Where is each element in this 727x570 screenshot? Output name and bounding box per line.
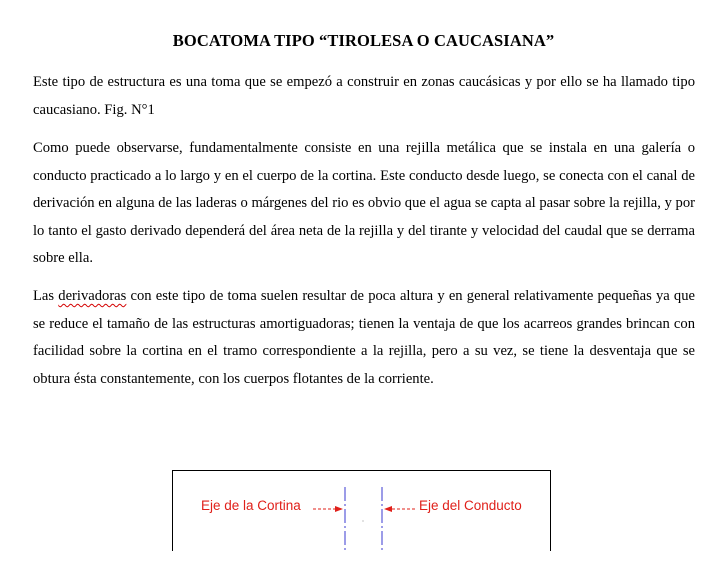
paragraph-advantages-rest: con este tipo de toma suelen resultar de poca altura y en general relativamente pequeñas ya que se reduce el tamaño de las estructuras amortiguadoras; tienen la ventaja de que los acarreos grandes brincan con facilidad sobre la cortina en el tramo correspondiente a la rejilla, pero a su vez, se tiene la desventaja que se obtura ésta constantemente, con los cuerpos flotantes de la corriente. [33,288,695,387]
document-title: BOCATOMA TIPO “TIROLESA O CAUCASIANA” [172,31,555,50]
figure-diagram [172,470,551,551]
label-eje-conducto: Eje del Conducto [419,498,522,513]
paragraph-advantages-lead: Las [33,288,59,304]
center-mark [362,520,363,521]
paragraph-advantages [33,283,695,393]
paragraph-intro: Este tipo de estructura es una toma que se empezó a construir en zonas caucásicas y por ello se ha llamado tipo caucasiano. Fig. N°1 [33,74,695,118]
paragraph-description: Como puede observarse, fundamentalmente consiste en una rejilla metálica que se instala en una galería o conducto practicado a lo largo y en el cuerpo de la cortina. Este conducto desde luego, se conecta con el canal de derivación en alguna de las laderas o márgenes del rio es obvio que el agua se capta al pasar sobre la rejilla, y por lo tanto el gasto derivado dependerá del área neta de la rejilla y del tirante y velocidad del caudal que se derrama sobre ella. [33,140,695,267]
label-eje-cortina: Eje de la Cortina [201,498,301,513]
spellcheck-flagged-word[interactable]: derivadoras [58,288,127,304]
